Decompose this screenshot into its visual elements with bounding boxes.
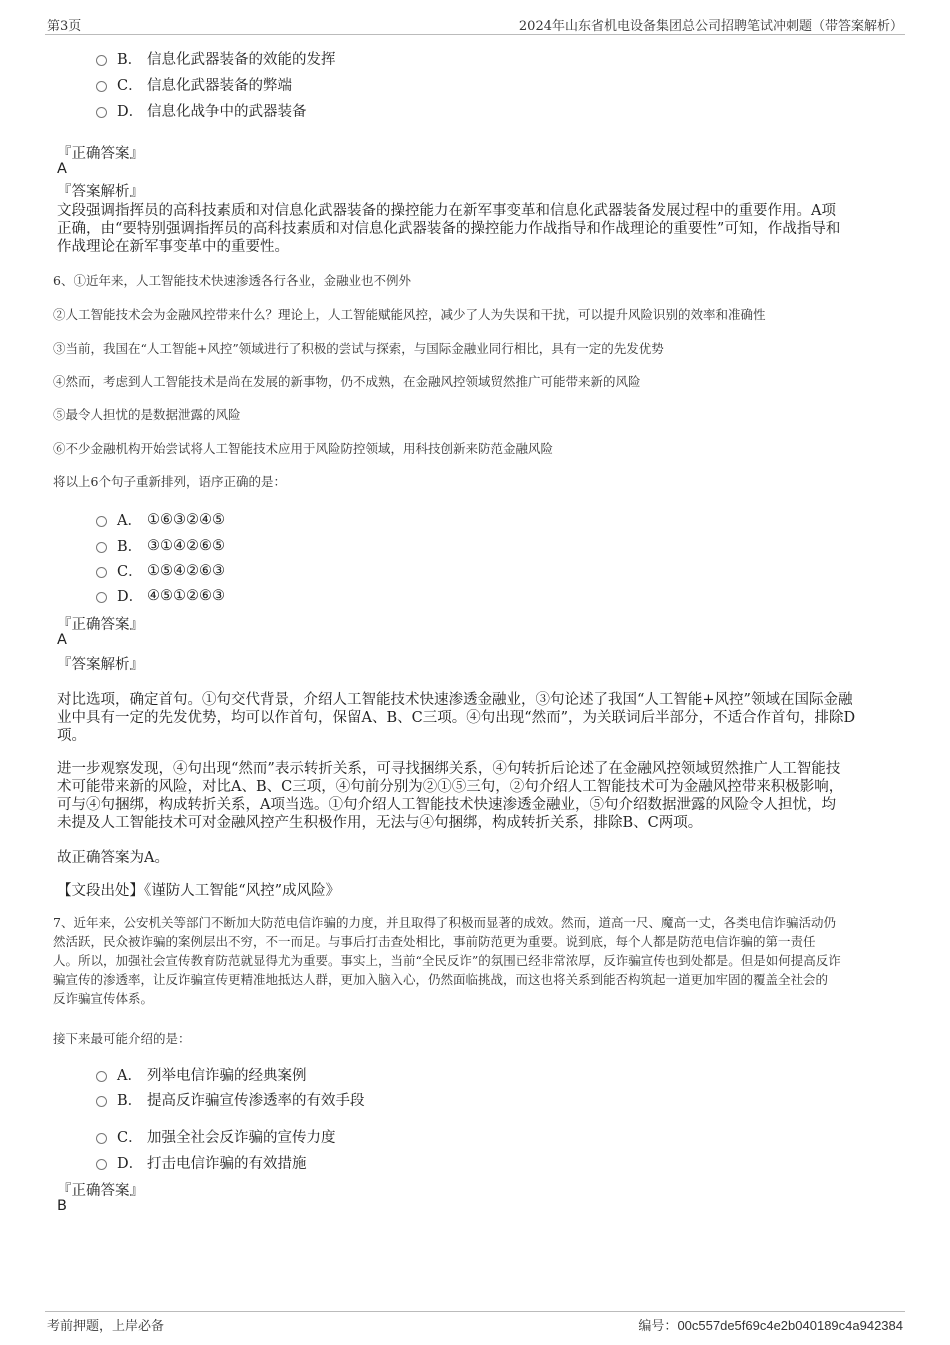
q7-answer-label: 『正确答案』 bbox=[57, 1183, 144, 1199]
q7-option-b[interactable]: B． 提高反诈骗宣传渗透率的有效手段 bbox=[96, 1089, 365, 1110]
q7-option-d[interactable]: D． 打击电信诈骗的有效措施 bbox=[96, 1152, 307, 1173]
radio-icon[interactable] bbox=[96, 592, 107, 603]
radio-icon[interactable] bbox=[96, 1071, 107, 1082]
radio-icon[interactable] bbox=[96, 1159, 107, 1170]
radio-icon[interactable] bbox=[96, 107, 107, 118]
q5-answer-label: 『正确答案』 bbox=[57, 146, 144, 162]
q6-sentence: ⑥不少金融机构开始尝试将人工智能技术应用于风险防控领域，用科技创新来防范金融风险 bbox=[53, 441, 554, 456]
q7-option-a[interactable]: A． 列举电信诈骗的经典案例 bbox=[96, 1064, 307, 1085]
q7-option-c[interactable]: C． 加强全社会反诈骗的宣传力度 bbox=[96, 1126, 336, 1147]
q5-option-c[interactable]: C． 信息化武器装备的弊端 bbox=[96, 74, 292, 95]
q6-analysis-p2-line: 术可能带来新的风险，对比A、B、C三项，④句前分别为②①⑤三句，②句介绍人工智能技术可为金融风控带来积极影响， bbox=[57, 779, 844, 795]
q5-analysis-line: 正确，由“要特别强调指挥员的高科技素质和对信息化武器装备的操控能力作战指导和作战理论的重要性”可知，作战指导和 bbox=[57, 221, 841, 237]
radio-icon[interactable] bbox=[96, 1096, 107, 1107]
q6-sentence: ③当前，我国在“人工智能+风控”领域进行了积极的尝试与探索，与国际金融业同行相比，具有一定的先发优势 bbox=[53, 341, 664, 356]
q7-passage-line: 反诈骗宣传体系。 bbox=[53, 991, 154, 1006]
document-title: 2024年山东省机电设备集团总公司招聘笔试冲刺题（带答案解析） bbox=[518, 19, 903, 34]
q6-conclusion: 故正确答案为A。 bbox=[57, 850, 169, 866]
q6-sentence: 6、①近年来，人工智能技术快速渗透各行各业，金融业也不例外 bbox=[53, 273, 411, 288]
q6-analysis-p1-line: 对比选项，确定首句。①句交代背景，介绍人工智能技术快速渗透金融业，③句论述了我国“人工智能+风控”领域在国际金融 bbox=[57, 692, 853, 708]
radio-icon[interactable] bbox=[96, 542, 107, 553]
q6-analysis-p1-line: 业中具有一定的先发优势，均可以作首句，保留A、B、C三项。④句出现“然而”，为关联词后半部分，不适合作首句，排除D bbox=[57, 710, 856, 726]
q7-passage-line: 人。所以，加强社会宣传教育防范就显得尤为重要。事实上，当前“全民反诈”的氛围已经非常浓厚，反诈骗宣传也到处都是。但是如何提高反诈 bbox=[53, 953, 841, 968]
q6-source: 【文段出处】《谨防人工智能“风控”成风险》 bbox=[57, 883, 341, 899]
q6-sentence: ②人工智能技术会为金融风控带来什么？理论上，人工智能赋能风控，减少了人为失误和干扰，可以提升风险识别的效率和准确性 bbox=[53, 307, 766, 322]
header-rule bbox=[45, 34, 905, 35]
q5-answer: A bbox=[57, 161, 67, 177]
radio-icon[interactable] bbox=[96, 516, 107, 527]
radio-icon[interactable] bbox=[96, 55, 107, 66]
q6-answer: A bbox=[57, 632, 67, 648]
page-number: 第3页 bbox=[47, 19, 82, 34]
radio-icon[interactable] bbox=[96, 1133, 107, 1144]
q6-prompt: 将以上6个句子重新排列，语序正确的是： bbox=[53, 474, 286, 489]
radio-icon[interactable] bbox=[96, 567, 107, 578]
q6-option-d[interactable]: D． ④⑤①②⑥③ bbox=[96, 585, 225, 606]
document-code-label: 编号： bbox=[638, 1319, 678, 1334]
footer-rule bbox=[45, 1311, 905, 1312]
q6-analysis-p2-line: 可与④句捆绑，构成转折关系，A项当选。①句介绍人工智能技术快速渗透金融业，⑤句介绍数据泄露的风险令人担忧，均 bbox=[57, 797, 836, 813]
q7-passage-line: 然活跃，民众被诈骗的案例层出不穷，不一而足。与事后打击查处相比，事前防范更为重要。说到底，每个人都是防范电信诈骗的第一责任 bbox=[53, 934, 816, 949]
q6-analysis-p2-line: 进一步观察发现，④句出现“然而”表示转折关系，可寻找捆绑关系，④句转折后论述了在金融风控领域贸然推广人工智能技 bbox=[57, 761, 841, 777]
q5-analysis-label: 『答案解析』 bbox=[57, 184, 144, 200]
q6-answer-label: 『正确答案』 bbox=[57, 617, 144, 633]
q5-analysis-line: 作战理论在新军事变革中的重要性。 bbox=[57, 239, 289, 255]
q7-passage-line: 7、近年来，公安机关等部门不断加大防范电信诈骗的力度，并且取得了积极而显著的成效。然而，道高一尺、魔高一丈，各类电信诈骗活动仍 bbox=[53, 915, 836, 930]
q7-passage-line: 骗宣传的渗透率，让反诈骗宣传更精准地抵达人群，更加入脑入心，仍然面临挑战，而这也将关系到能否构筑起一道更加牢固的覆盖全社会的 bbox=[53, 972, 829, 987]
q6-option-c[interactable]: C． ①⑤④②⑥③ bbox=[96, 560, 225, 581]
q7-answer: B bbox=[57, 1198, 67, 1214]
q7-prompt: 接下来最可能介绍的是： bbox=[53, 1031, 191, 1046]
radio-icon[interactable] bbox=[96, 81, 107, 92]
q6-analysis-p1-line: 项。 bbox=[57, 728, 86, 744]
footer-slogan: 考前押题，上岸必备 bbox=[47, 1319, 165, 1334]
q5-option-b[interactable]: B． 信息化武器装备的效能的发挥 bbox=[96, 48, 336, 69]
q6-sentence: ④然而，考虑到人工智能技术是尚在发展的新事物，仍不成熟，在金融风控领域贸然推广可能带来新的风险 bbox=[53, 374, 641, 389]
q6-analysis-p2-line: 未提及人工智能技术可对金融风控产生积极作用，无法与④句捆绑，构成转折关系，排除B、C两项。 bbox=[57, 815, 703, 831]
q6-option-a[interactable]: A． ①⑥③②④⑤ bbox=[96, 509, 225, 530]
q5-analysis-line: 文段强调指挥员的高科技素质和对信息化武器装备的操控能力在新军事变革和信息化武器装备发展过程中的重要作用。A项 bbox=[57, 203, 836, 219]
q6-option-b[interactable]: B． ③①④②⑥⑤ bbox=[96, 535, 225, 556]
q5-option-d[interactable]: D． 信息化战争中的武器装备 bbox=[96, 100, 307, 121]
document-code-value: 00c557de5f69c4e2b040189c4a942384 bbox=[677, 1318, 903, 1333]
q6-analysis-label: 『答案解析』 bbox=[57, 657, 144, 673]
document-code bbox=[638, 1315, 903, 1334]
q6-sentence: ⑤最令人担忧的是数据泄露的风险 bbox=[53, 407, 241, 422]
